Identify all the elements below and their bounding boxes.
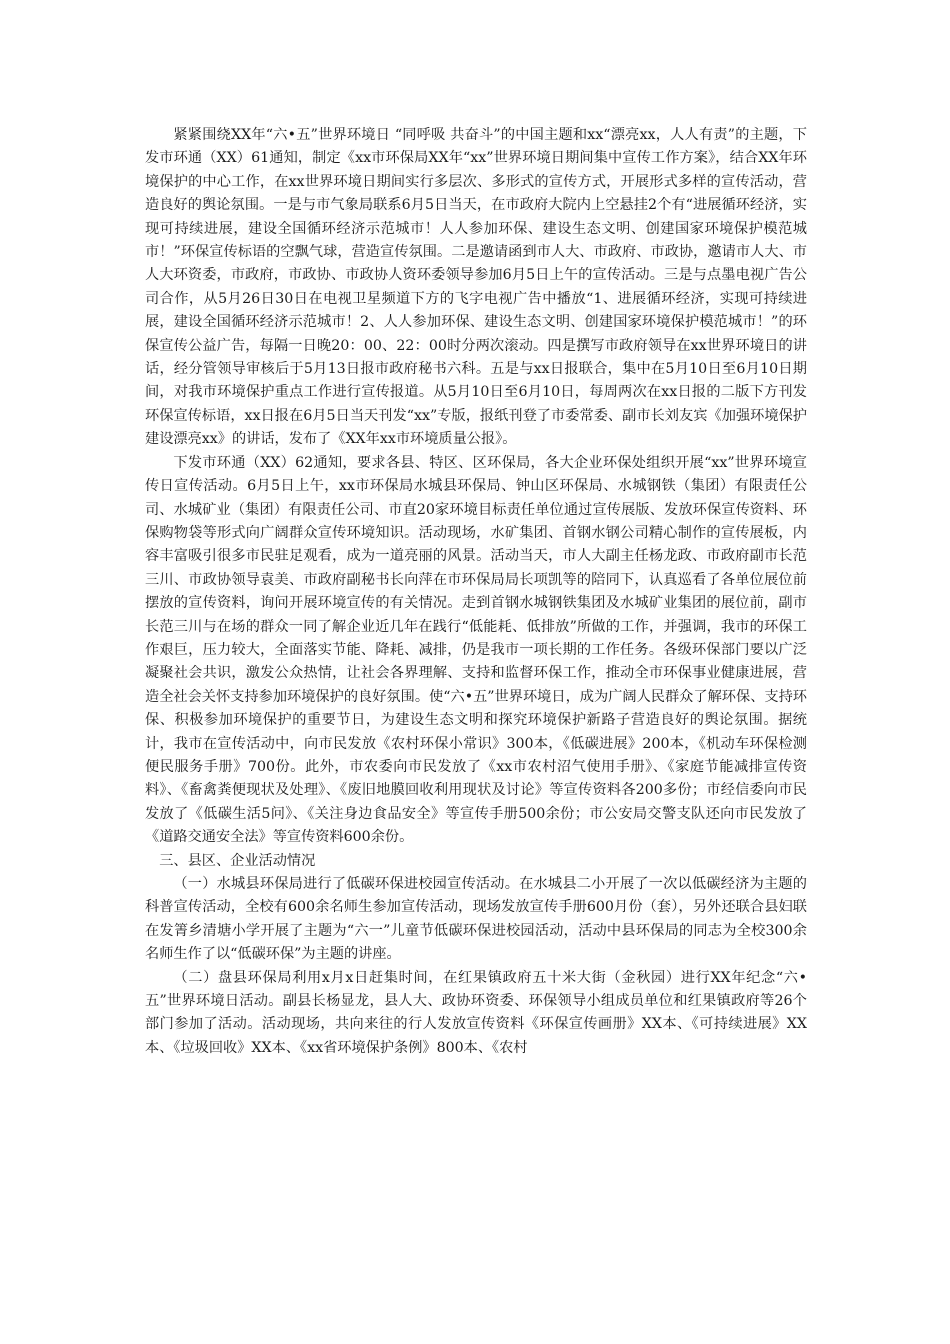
document-body — [145, 124, 807, 1060]
paragraph-notice-62: 下发市环通（XX）62通知，要求各县、特区、区环保局，各大企业环保处组织开展“xx”世界环境宣传日宣传活动。6月5日上午，xx市环保局水城县环保局、钟山区环保局、水城钢铁（集团）有限责任公司、水城矿业（集团）有限责任公司、市直20家环境目标责任单位通过宣传展版、发放环保宣传资料、环保购物袋等形式向广阔群众宣传环境知识。活动现场，水矿集团、首钢水钢公司精心制作的宣传展板，内容丰富吸引很多市民驻足观看，成为一道亮丽的风景。活动当天，市人大副主任杨龙政、市政府副市长范三川、市政协领导袁美、市政府副秘书长向萍在市环保局局长项凯等的陪同下，认真巡看了各单位展位前摆放的宣传资料，询问开展环境宣传的有关情况。走到首钢水城钢铁集团及水城矿业集团的展位前，副市长范三川与在场的群众一同了解企业近几年在践行“低能耗、低排放”所做的工作，并强调，我市的环保工作艰巨，压力较大，全面落实节能、降耗、减排，仍是我市一项长期的工作任务。各级环保部门要以广泛凝聚社会共识，激发公众热情，让社会各界理解、支持和监督环保工作，推动全市环保事业健康进展，营造全社会关怀支持参加环境保护的良好氛围。使“六•五”世界环境日，成为广阔人民群众了解环保、支持环保、积极参加环境保护的重要节日，为建设生态文明和探究环境保护新路子营造良好的舆论氛围。据统计，我市在宣传活动中，向市民发放《农村环保小常识》300本，《低碳进展》200本，《机动车环保检测便民服务手册》700份。此外，市农委向市民发放了《xx市农村沼气使用手册》、《家庭节能减排宣传资料》、《畜禽粪便现状及处理》、《废旧地膜回收利用现状及讨论》等宣传资料各200多份；市经信委向市民发放了《低碳生活5问》、《关注身边食品安全》等宣传手册500余份；市公安局交警支队还向市民发放了《道路交通安全法》等宣传资料600余份。 — [145, 454, 807, 846]
paragraph-shuicheng-county: （一）水城县环保局进行了低碳环保进校园宣传活动。在水城县二小开展了一次以低碳经济为主题的科普宣传活动，全校有600余名师生参加宣传活动，现场发放宣传手册600月份（套），另外还联合县妇联在发箐乡清塘小学开展了主题为“六一”儿童节低碳环保进校园活动，活动中县环保局的同志为全校300余名师生作了以“低碳环保”为主题的讲座。 — [145, 876, 807, 963]
section-heading-county-activities: 三、县区、企业活动情况 — [159, 852, 316, 869]
paragraph-publicity-campaign: 紧紧围绕XX年“六•五”世界环境日 “同呼吸 共奋斗”的中国主题和xx“漂亮xx，人人有责”的主题，下发市环通（XX）61通知，制定《xx市环保局XX年“xx”世界环境日期间集中宣传工作方案》，结合XX年环境保护的中心工作，在xx世界环境日期间实行多层次、多形式的宣传方式，开展形式多样的宣传活动，营造良好的舆论氛围。一是与市气象局联系6月5日当天，在市政府大院内上空悬挂2个有“进展循环经济，实现可持续进展，建设全国循环经济示范城市！人人参加环保、建设生态文明、创建国家环境保护模范城市！”环保宣传标语的空飘气球，营造宣传氛围。二是邀请函到市人大、市政府、市政协，邀请市人大、市人大环资委，市政府，市政协、市政协人资环委领导参加6月5日上午的宣传活动。三是与点墨电视广告公司合作，从5月26日30日在电视卫星频道下方的飞字电视广告中播放“1、进展循环经济，实现可持续进展，建设全国循环经济示范城市！2、人人参加环保、建设生态文明、创建国家环境保护模范城市！”的环保宣传公益广告，每隔一日晚20：00、22：00时分两次滚动。四是撰写市政府领导在xx世界环境日的讲话，经分管领导审核后于5月13日报市政府秘书六科。五是与xx日报联合，集中在5月10日至6月10日期间，对我市环境保护重点工作进行宣传报道。从5月10日至6月10日，每周两次在xx日报的二版下方刊发环保宣传标语，xx日报在6月5日当天刊发“xx”专版，报纸刊登了市委常委、副市长刘友宾《加强环境保护建设漂亮xx》的讲话，发布了《XX年xx市环境质量公报》。 — [145, 127, 807, 448]
paragraph-pan-county: （二）盘县环保局利用x月x日赶集时间，在红果镇政府五十米大街（金秋园）进行XX年纪念“六•五”世界环境日活动。副县长杨显龙，县人大、政协环资委、环保领导小组成员单位和红果镇政府等26个部门参加了活动。活动现场，共向来往的行人发放宣传资料《环保宣传画册》XX本、《可持续进展》XX本、《垃圾回收》XX本、《xx省环境保护条例》800本、《农村 — [145, 969, 807, 1056]
